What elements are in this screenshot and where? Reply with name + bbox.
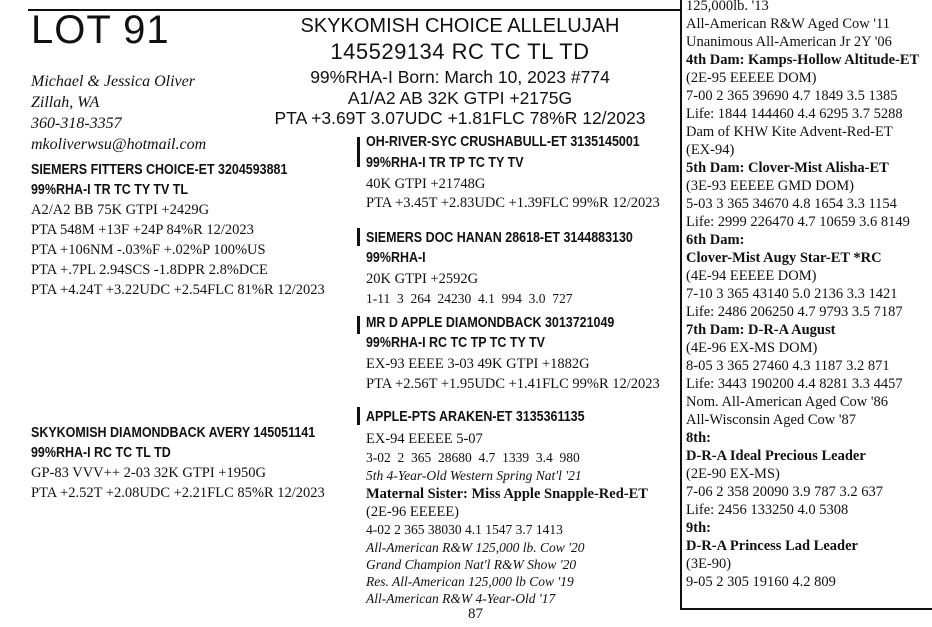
sire-line: PTA +4.24T +3.22UDC +2.54FLC 81%R 12/2023 <box>31 282 325 298</box>
owner-city: Zillah, WA <box>31 94 100 111</box>
pedigree-line: Life: 2456 133250 4.0 5308 <box>686 502 849 518</box>
pedigree-heading: 9th: <box>686 520 711 536</box>
sire-sire-name: OH-RIVER-SYC CRUSHABULL-ET 3135145001 <box>366 134 640 150</box>
maternal-sister-award: Res. All-American 125,000 lb Cow '19 <box>366 574 574 589</box>
sire-dam-line: 20K GTPI +2592G <box>366 271 479 287</box>
maternal-sister-line: 4-02 2 365 38030 4.1 1547 3.7 1413 <box>366 522 563 537</box>
dam-line: PTA +2.52T +2.08UDC +2.21FLC 85%R 12/2023 <box>31 485 325 501</box>
dam-line: GP-83 VVV++ 2-03 32K GTPI +1950G <box>31 465 266 481</box>
lot-number: LOT 91 <box>31 8 170 52</box>
pedigree-heading: Clover-Mist Augy Star-ET *RC <box>686 250 882 266</box>
dam-dam-record: 3-02 2 365 28680 4.7 1339 3.4 980 <box>366 450 580 465</box>
pedigree-line: Life: 3443 190200 4.4 8281 3.3 4457 <box>686 376 903 392</box>
animal-name: SKYKOMISH CHOICE ALLELUJAH <box>300 15 620 37</box>
pedigree-heading: 4th Dam: Kamps-Hollow Altitude-ET <box>686 52 920 68</box>
dam-sire-name: MR D APPLE DIAMONDBACK 3013721049 <box>366 315 615 331</box>
birth-info: 99%RHA-I Born: March 10, 2023 #774 <box>310 67 610 87</box>
pedigree-line: (EX-94) <box>686 142 735 158</box>
pedigree-line: (2E-90 EX-MS) <box>686 466 780 482</box>
dam-name: SKYKOMISH DIAMONDBACK AVERY 145051141 <box>31 425 316 441</box>
maternal-sister-line: (2E-96 EEEEE) <box>366 504 460 520</box>
owner-phone: 360-318-3357 <box>31 115 122 132</box>
pedigree-line: Life: 2999 226470 4.7 10659 3.6 8149 <box>686 214 910 230</box>
pedigree-line: Unanimous All-American Jr 2Y '06 <box>686 34 892 50</box>
pedigree-line: 7-00 2 365 39690 4.7 1849 3.5 1385 <box>686 88 898 104</box>
sire-dam-codes: 99%RHA-I <box>366 250 426 266</box>
sire-line: PTA +.7PL 2.94SCS -1.8DPR 2.8%DCE <box>31 262 268 278</box>
pedigree-line: 7-06 2 358 20090 3.9 787 3.2 637 <box>686 484 883 500</box>
sire-line: PTA 548M +13F +24P 84%R 12/2023 <box>31 222 254 238</box>
sire-sire-codes: 99%RHA-I TR TP TC TY TV <box>366 155 524 171</box>
pedigree-line: Life: 2486 206250 4.7 9793 3.5 7187 <box>686 304 903 320</box>
sire-line: PTA +106NM -.03%F +.02%P 100%US <box>31 242 266 258</box>
owner-names: Michael & Jessica Oliver <box>31 73 195 90</box>
sire-line: A2/A2 BB 75K GTPI +2429G <box>31 202 210 218</box>
sire-dam-name: SIEMERS DOC HANAN 28618-ET 3144883130 <box>366 230 633 246</box>
pedigree-line: 7-10 3 365 43140 5.0 2136 3.3 1421 <box>686 286 898 302</box>
pedigree-line: 8-05 3 365 27460 4.3 1187 3.2 871 <box>686 358 890 374</box>
dam-dam-line: EX-94 EEEEE 5-07 <box>366 431 483 447</box>
dam-dam-award: 5th 4-Year-Old Western Spring Nat'l '21 <box>366 468 582 483</box>
pedigree-line: (2E-95 EEEEE DOM) <box>686 70 817 86</box>
dam-codes: 99%RHA-I RC TC TL TD <box>31 445 171 461</box>
dam-sire-bracket <box>357 316 360 334</box>
registration-number: 145529134 RC TC TL TD <box>330 39 590 64</box>
pedigree-line: 125,000lb. '13 <box>686 0 769 14</box>
pedigree-heading: D-R-A Ideal Precious Leader <box>686 448 866 464</box>
pedigree-heading: 6th Dam: <box>686 232 745 248</box>
dam-dam-bracket <box>357 407 360 425</box>
sire-codes: 99%RHA-I TR TC TY TV TL <box>31 182 189 198</box>
genetics-info: A1/A2 AB 32K GTPI +2175G <box>347 88 573 108</box>
pedigree-line: (3E-93 EEEEE GMD DOM) <box>686 178 854 194</box>
sire-name: SIEMERS FITTERS CHOICE-ET 3204593881 <box>31 162 288 178</box>
pedigree-heading: 8th: <box>686 430 711 446</box>
pedigree-line: 9-05 2 305 19160 4.2 809 <box>686 574 836 590</box>
dam-sire-codes: 99%RHA-I RC TC TP TC TY TV <box>366 335 546 351</box>
pedigree-line: (4E-94 EEEEE DOM) <box>686 268 817 284</box>
dam-sire-line: PTA +2.56T +1.95UDC +1.41FLC 99%R 12/2023 <box>366 376 660 392</box>
pedigree-line: All-Wisconsin Aged Cow '87 <box>686 412 856 428</box>
maternal-sister-award: All-American R&W 4-Year-Old '17 <box>366 591 556 606</box>
sire-sire-line: 40K GTPI +21748G <box>366 176 486 192</box>
pedigree-line: 5-03 3 365 34670 4.8 1654 3.3 1154 <box>686 196 897 212</box>
pedigree-line: (3E-90) <box>686 556 732 572</box>
owner-email[interactable]: mkoliverwsu@hotmail.com <box>31 136 207 153</box>
pedigree-line: Nom. All-American Aged Cow '86 <box>686 394 888 410</box>
sire-sire-line: PTA +3.45T +2.83UDC +1.39FLC 99%R 12/2023 <box>366 195 660 211</box>
maternal-sister-award: All-American R&W 125,000 lb. Cow '20 <box>366 540 585 555</box>
pedigree-heading: 7th Dam: D-R-A August <box>686 322 836 338</box>
pedigree-line: Dam of KHW Kite Advent-Red-ET <box>686 124 893 140</box>
maternal-sister-award: Grand Champion Nat'l R&W Show '20 <box>366 557 577 572</box>
dam-sire-line: EX-93 EEEE 3-03 49K GTPI +1882G <box>366 356 590 372</box>
pedigree-heading: 5th Dam: Clover-Mist Alisha-ET <box>686 160 889 176</box>
sire-sire-bracket <box>357 137 360 167</box>
right-column-left-border <box>680 0 682 609</box>
maternal-sister-label: Maternal Sister: Miss Apple Snapple-Red-ET <box>366 486 648 502</box>
sire-dam-record: 1-11 3 264 24230 4.1 994 3.0 727 <box>366 291 573 306</box>
pedigree-heading: D-R-A Princess Lad Leader <box>686 538 858 554</box>
pedigree-line: All-American R&W Aged Cow '11 <box>686 16 890 32</box>
pta-info: PTA +3.69T 3.07UDC +1.81FLC 78%R 12/2023 <box>274 108 646 128</box>
pedigree-line: Life: 1844 144460 4.4 6295 3.7 5288 <box>686 106 903 122</box>
sire-dam-bracket <box>357 228 360 246</box>
extended-pedigree-column <box>686 0 932 591</box>
page-number: 87 <box>468 606 483 622</box>
right-column-bottom-border <box>680 608 932 610</box>
dam-dam-name: APPLE-PTS ARAKEN-ET 3135361135 <box>366 409 585 425</box>
pedigree-line: (4E-96 EX-MS DOM) <box>686 340 818 356</box>
